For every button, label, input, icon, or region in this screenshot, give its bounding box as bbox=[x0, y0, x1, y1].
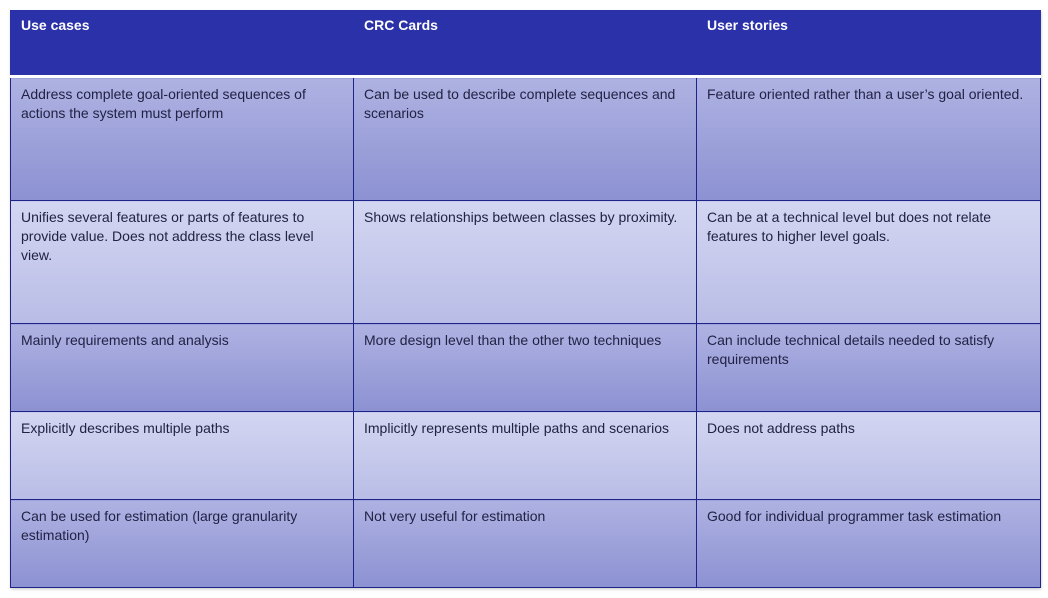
comparison-table bbox=[10, 10, 1041, 588]
table-cell: Shows relationships between classes by proximity. bbox=[354, 201, 697, 324]
table-cell: Mainly requirements and analysis bbox=[11, 324, 354, 412]
table-cell: Does not address paths bbox=[697, 412, 1041, 500]
table-row bbox=[11, 324, 1041, 412]
header-use-cases: Use cases bbox=[11, 10, 354, 77]
header-user-stories: User stories bbox=[697, 10, 1041, 77]
table-row bbox=[11, 201, 1041, 324]
header-crc-cards: CRC Cards bbox=[354, 10, 697, 77]
table-cell: Address complete goal-oriented sequences of actions the system must perform bbox=[11, 77, 354, 201]
table-row bbox=[11, 77, 1041, 201]
table-cell: Explicitly describes multiple paths bbox=[11, 412, 354, 500]
table-cell: Implicitly represents multiple paths and scenarios bbox=[354, 412, 697, 500]
table-cell: Feature oriented rather than a user’s goal oriented. bbox=[697, 77, 1041, 201]
table-cell: Good for individual programmer task estimation bbox=[697, 500, 1041, 588]
table-cell: Unifies several features or parts of features to provide value. Does not address the class level view. bbox=[11, 201, 354, 324]
table-row bbox=[11, 412, 1041, 500]
table-cell: Not very useful for estimation bbox=[354, 500, 697, 588]
header-row bbox=[11, 10, 1041, 77]
table-cell: More design level than the other two techniques bbox=[354, 324, 697, 412]
comparison-table-container bbox=[10, 10, 1040, 587]
table-cell: Can be used to describe complete sequences and scenarios bbox=[354, 77, 697, 201]
table-row bbox=[11, 500, 1041, 588]
table-cell: Can include technical details needed to satisfy requirements bbox=[697, 324, 1041, 412]
table-cell: Can be used for estimation (large granularity estimation) bbox=[11, 500, 354, 588]
table-cell: Can be at a technical level but does not relate features to higher level goals. bbox=[697, 201, 1041, 324]
